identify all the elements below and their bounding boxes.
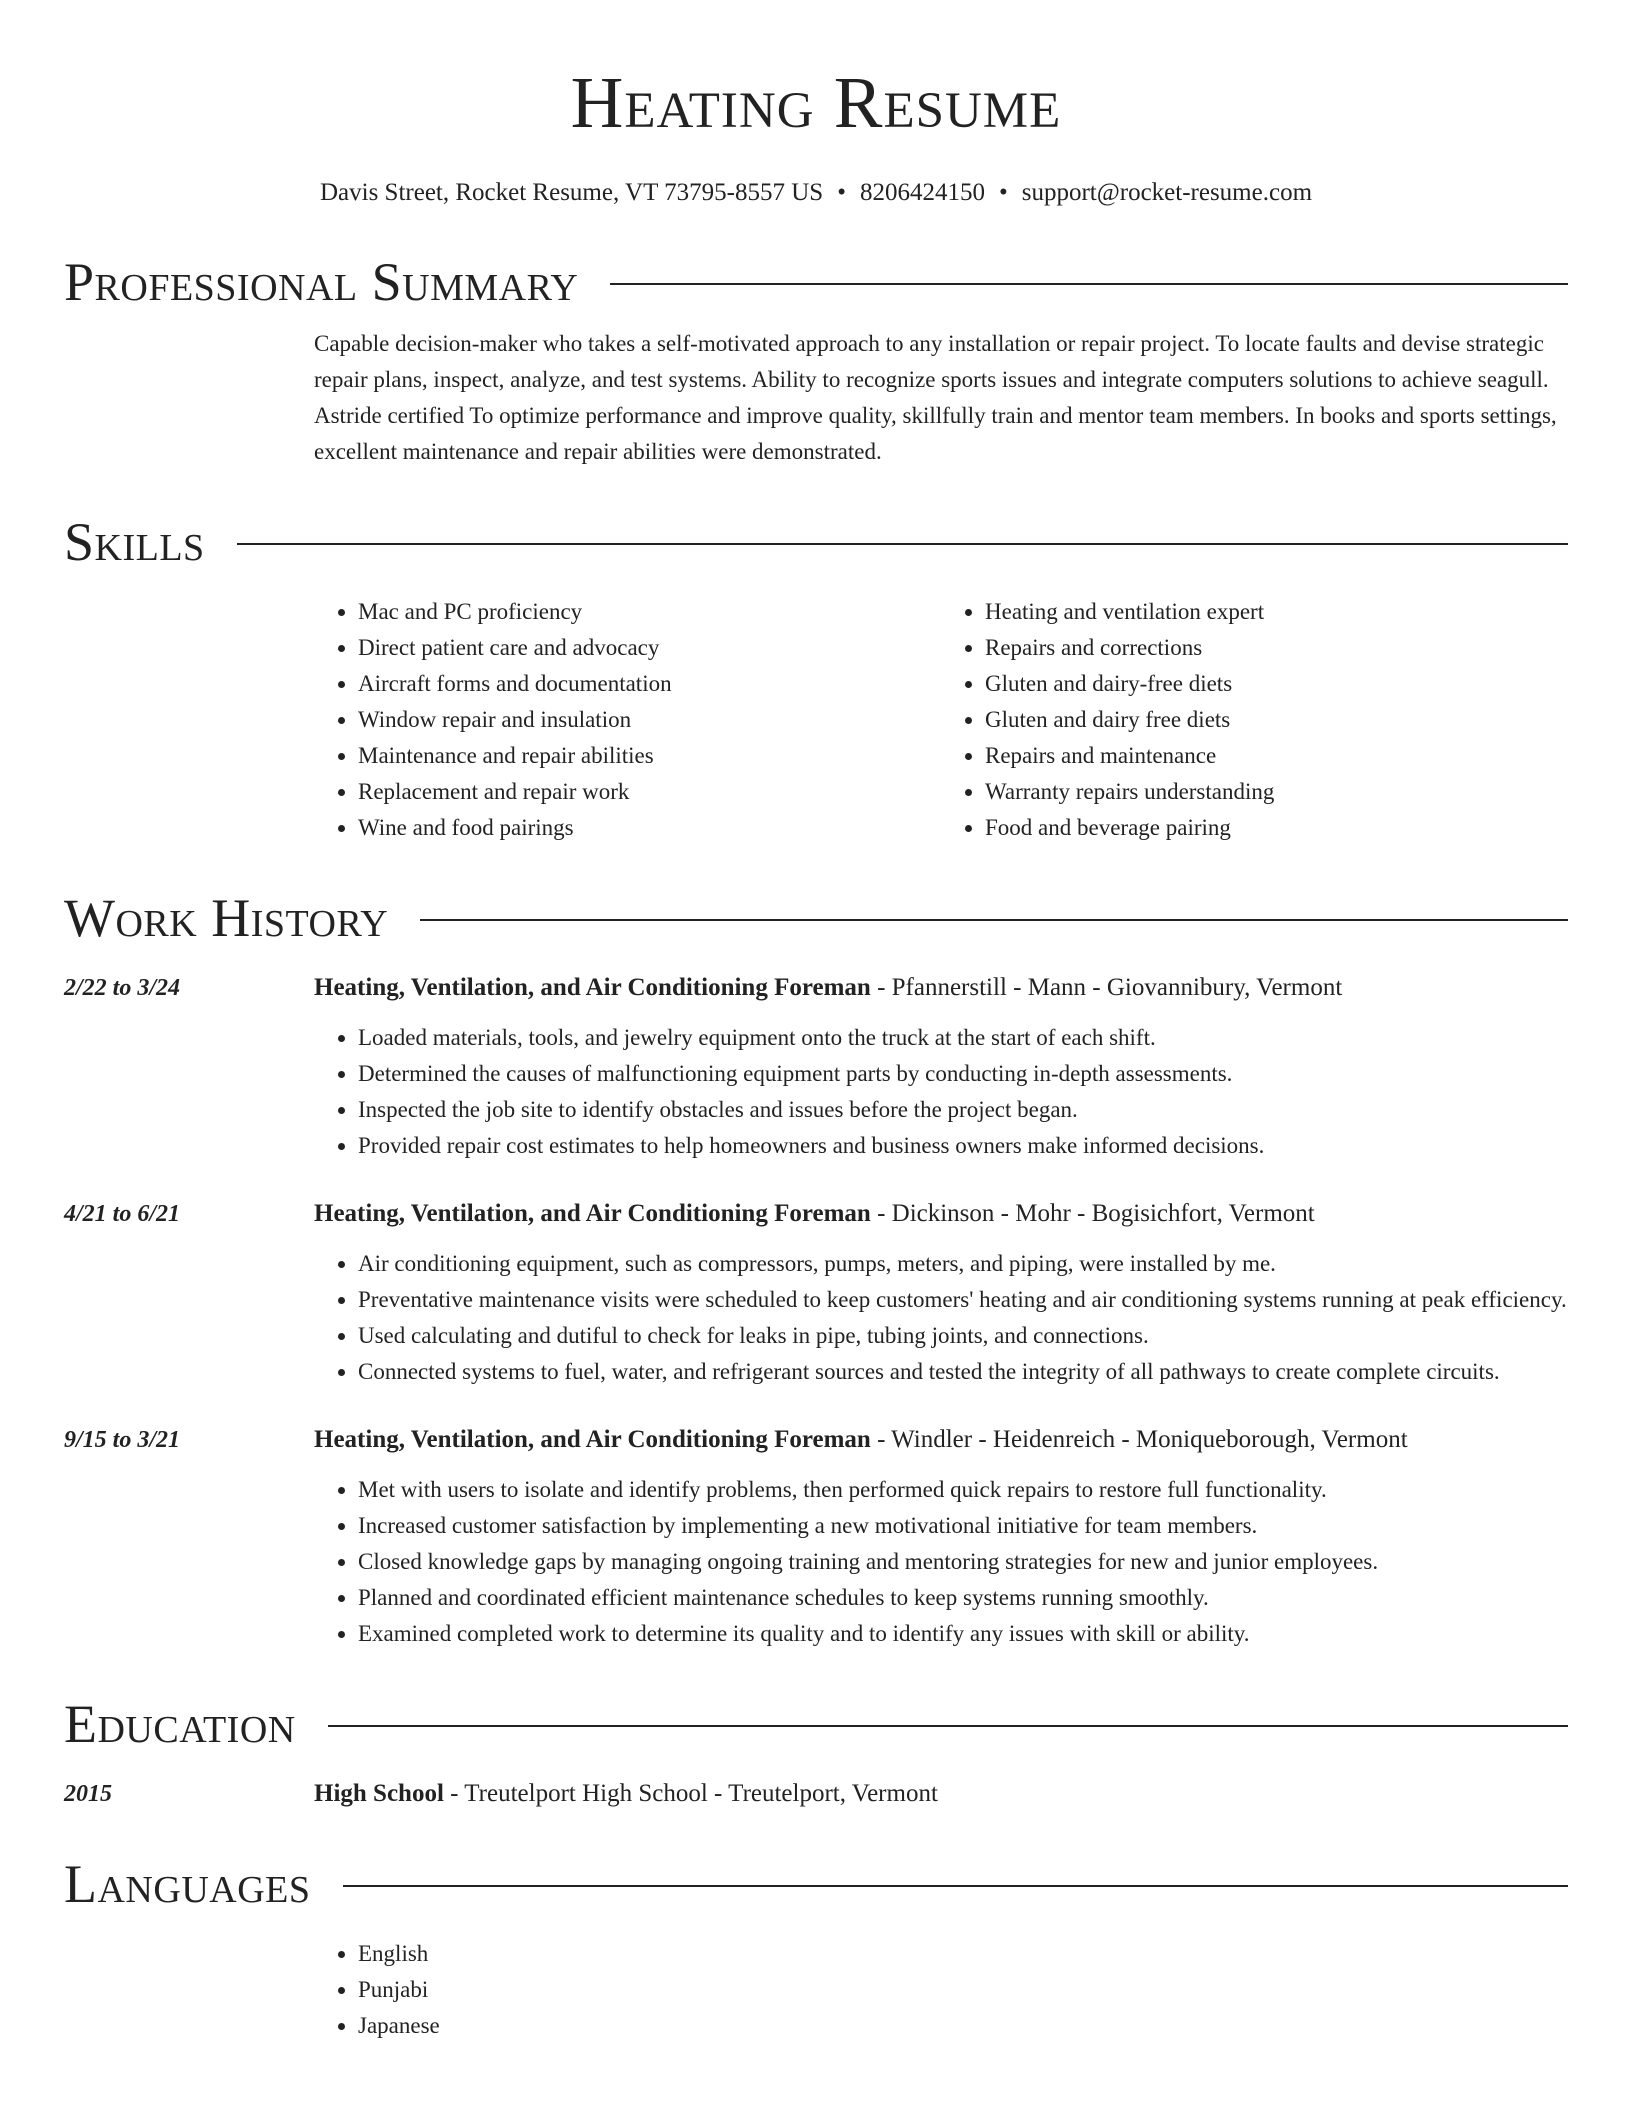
job-dates: 4/21 to 6/21 <box>64 1201 181 1227</box>
section-divider <box>343 1885 1569 1887</box>
job-entry <box>64 1422 1568 1652</box>
job-entry <box>64 1196 1568 1390</box>
languages-heading: Languages <box>64 1854 311 1914</box>
job-company: - Dickinson - Mohr - Bogisichfort, Vermont <box>870 1200 1315 1227</box>
contact-line <box>64 176 1568 210</box>
skill-item: • Repairs and maintenance <box>985 738 1568 774</box>
section-divider <box>420 919 1568 921</box>
job-company: - Pfannerstill - Mann - Giovannibury, Vermont <box>870 974 1343 1001</box>
contact-phone: 8206424150 <box>859 179 985 206</box>
job-detail <box>314 1422 1568 1652</box>
language-item: • English <box>358 1936 1568 1972</box>
education-year: 2015 <box>64 1781 112 1807</box>
work-heading: Work History <box>64 888 389 948</box>
skill-item: • Warranty repairs understanding <box>985 774 1568 810</box>
job-bullet: • Inspected the job site to identify obstacles and issues before the project began. <box>358 1092 1568 1128</box>
skill-item: • Maintenance and repair abilities <box>358 738 941 774</box>
work-section-header <box>64 886 1568 950</box>
job-bullet: • Loaded materials, tools, and jewelry equipment onto the truck at the start of each shift. <box>358 1020 1568 1056</box>
language-item: • Japanese <box>358 2008 1568 2044</box>
skill-item: • Mac and PC proficiency <box>358 594 941 630</box>
skill-item: • Replacement and repair work <box>358 774 941 810</box>
job-bullet: • Closed knowledge gaps by managing ongoing training and mentoring strategies for new and junior employees. <box>358 1544 1568 1580</box>
languages-items <box>314 1936 1568 2044</box>
section-divider <box>328 1725 1568 1727</box>
resume-name: Heating Resume <box>570 62 1062 143</box>
skills-column-left <box>314 594 941 846</box>
education-heading: Education <box>64 1694 296 1754</box>
job-bullet: • Planned and coordinated efficient maintenance schedules to keep systems running smoothly. <box>358 1580 1568 1616</box>
contact-email: support@rocket-resume.com <box>1021 179 1313 206</box>
education-entry <box>64 1776 1568 1812</box>
skill-item: • Food and beverage pairing <box>985 810 1568 846</box>
job-bullets <box>314 1020 1568 1164</box>
contact-separator: • <box>998 179 1008 206</box>
job-title-line <box>314 1422 1568 1458</box>
job-dates: 2/22 to 3/24 <box>64 975 181 1001</box>
education-section-header <box>64 1692 1568 1756</box>
job-bullet: • Determined the causes of malfunctioning equipment parts by conducting in-depth assessments. <box>358 1056 1568 1092</box>
job-bullet: • Increased customer satisfaction by implementing a new motivational initiative for team members. <box>358 1508 1568 1544</box>
job-bullet: • Air conditioning equipment, such as compressors, pumps, meters, and piping, were installed by me. <box>358 1246 1568 1282</box>
job-bullet: • Preventative maintenance visits were scheduled to keep customers' heating and air conditioning systems running at peak efficiency. <box>358 1282 1568 1318</box>
skills-list <box>314 594 1568 846</box>
summary-text: Capable decision-maker who takes a self-motivated approach to any installation or repair project. To locate faults and devise strategic repair plans, inspect, analyze, and test systems. Ability to recognize sports issues and integrate computers solutions to achieve seagull. Astride certified To optimize performance and improve quality, skillfully train and mentor team members. In books and sports settings, excellent maintenance and repair abilities were demonstrated. <box>314 331 1557 464</box>
job-bullets <box>314 1472 1568 1652</box>
skill-item: • Aircraft forms and documentation <box>358 666 941 702</box>
job-bullets <box>314 1246 1568 1390</box>
job-title-line <box>314 970 1568 1006</box>
skill-item: • Gluten and dairy free diets <box>985 702 1568 738</box>
section-divider <box>610 283 1568 285</box>
job-dates: 9/15 to 3/21 <box>64 1427 181 1453</box>
summary-section-header <box>64 250 1568 314</box>
summary-heading: Professional Summary <box>64 252 579 312</box>
languages-list <box>314 1936 1568 2044</box>
job-title: Heating, Ventilation, and Air Conditioning Foreman <box>314 974 871 1001</box>
skills-section-header <box>64 510 1568 574</box>
job-bullet: • Connected systems to fuel, water, and refrigerant sources and tested the integrity of all pathways to create complete circuits. <box>358 1354 1568 1390</box>
job-title: Heating, Ventilation, and Air Conditioning Foreman <box>314 1200 871 1227</box>
languages-section-header <box>64 1852 1568 1916</box>
education-title-line <box>314 1776 938 1812</box>
job-entry <box>64 970 1568 1164</box>
language-item: • Punjabi <box>358 1972 1568 2008</box>
job-bullet: • Met with users to isolate and identify problems, then performed quick repairs to restore full functionality. <box>358 1472 1568 1508</box>
job-bullet: • Examined completed work to determine its quality and to identify any issues with skill or ability. <box>358 1616 1568 1652</box>
education-school: - Treutelport High School - Treutelport, Vermont <box>443 1780 938 1807</box>
job-title-line <box>314 1196 1568 1232</box>
skill-item: • Direct patient care and advocacy <box>358 630 941 666</box>
job-detail <box>314 970 1568 1164</box>
job-bullet: • Used calculating and dutiful to check for leaks in pipe, tubing joints, and connections. <box>358 1318 1568 1354</box>
contact-separator: • <box>837 179 846 206</box>
section-divider <box>237 543 1568 545</box>
job-bullet: • Provided repair cost estimates to help homeowners and business owners make informed decisions. <box>358 1128 1568 1164</box>
job-detail <box>314 1196 1568 1390</box>
skills-column-right <box>941 594 1568 846</box>
skill-item: • Repairs and corrections <box>985 630 1568 666</box>
education-degree: High School <box>314 1780 444 1807</box>
skill-item: • Wine and food pairings <box>358 810 941 846</box>
skill-item: • Window repair and insulation <box>358 702 941 738</box>
skill-item: • Gluten and dairy-free diets <box>985 666 1568 702</box>
skill-item: • Heating and ventilation expert <box>985 594 1568 630</box>
job-company: - Windler - Heidenreich - Moniqueborough, Vermont <box>870 1426 1408 1453</box>
skills-heading: Skills <box>64 512 205 572</box>
contact-address: Davis Street, Rocket Resume, VT 73795-8557 US <box>319 179 824 206</box>
job-title: Heating, Ventilation, and Air Conditioning Foreman <box>314 1426 871 1453</box>
